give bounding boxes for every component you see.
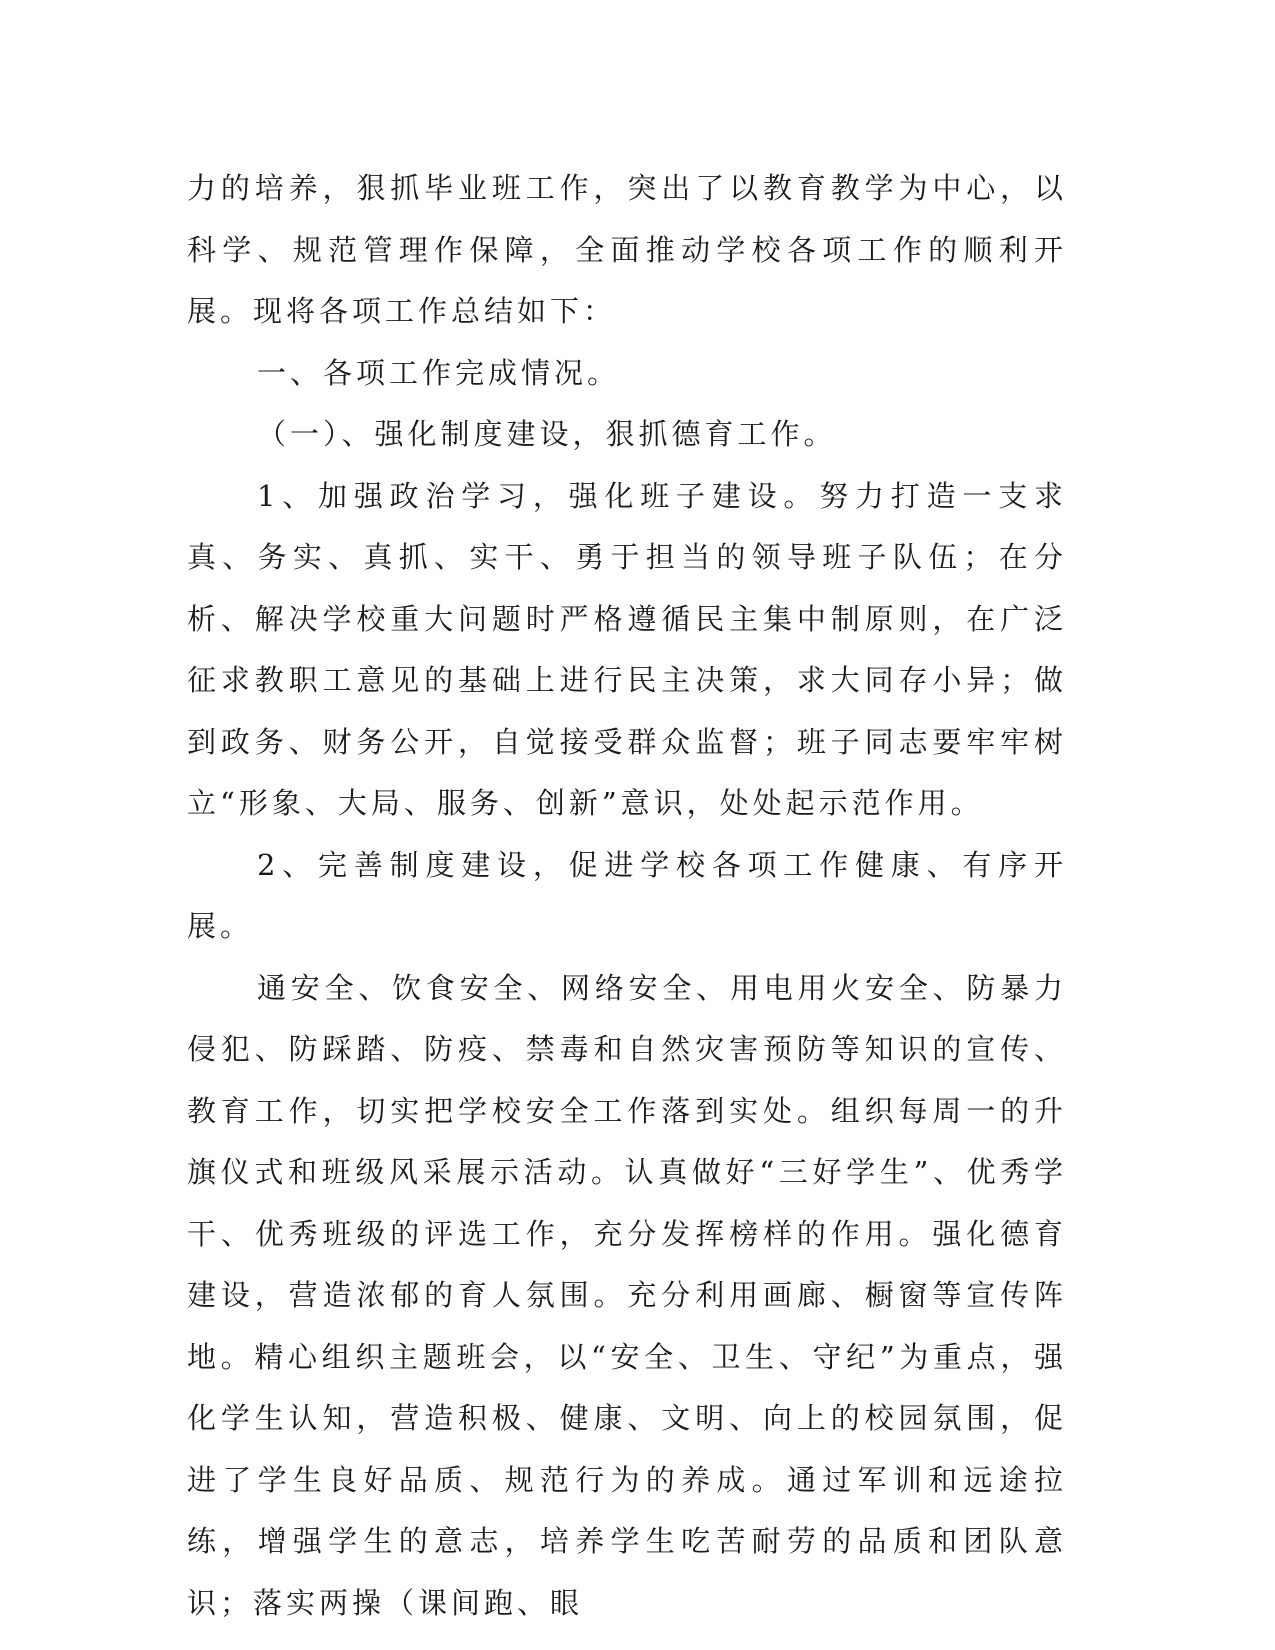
paragraph-item-2: 2、完善制度建设，促进学校各项工作健康、有序开展。	[187, 847, 1067, 943]
subsection-heading-one: （一）、强化制度建设，狠抓德育工作。	[257, 417, 837, 451]
paragraph-intro-continuation: 力的培养，狠抓毕业班工作，突出了以教育教学为中心，以科学、规范管理作保障，全面推动学校各项工作的顺利开展。现将各项工作总结如下：	[187, 171, 1067, 328]
paragraph-item-1: 1、加强政治学习，强化班子建设。努力打造一支求真、务实、真抓、实干、勇于担当的领导班子队伍；在分析、解决学校重大问题时严格遵循民主集中制原则，在广泛征求教职工意见的基础上进行民主决策，求大同存小异；做到政务、财务公开，自觉接受群众监督；班子同志要牢牢树立“形象、大局、服务、创新”意识，处处起示范作用。	[187, 478, 1067, 820]
paragraph-safety-education: 通安全、饮食安全、网络安全、用电用火安全、防暴力侵犯、防踩踏、防疫、禁毒和自然灾害预防等知识的宣传、教育工作，切实把学校安全工作落到实处。组织每周一的升旗仪式和班级风采展示活动。认真做好“三好学生”、优秀学干、优秀班级的评选工作，充分发挥榜样的作用。强化德育建设，营造浓郁的育人氛围。充分利用画廊、橱窗等宣传阵地。精心组织主题班会，以“安全、卫生、守纪”为重点，强化学生认知，营造积极、健康、文明、向上的校园氛围，促进了学生良好品质、规范行为的养成。通过军训和远途拉练，增强学生的意志，培养学生吃苦耐劳的品质和团队意识；落实两操（课间跑、眼	[187, 970, 1067, 1620]
document-body	[187, 158, 1067, 1634]
section-heading-one: 一、各项工作完成情况。	[257, 355, 621, 390]
